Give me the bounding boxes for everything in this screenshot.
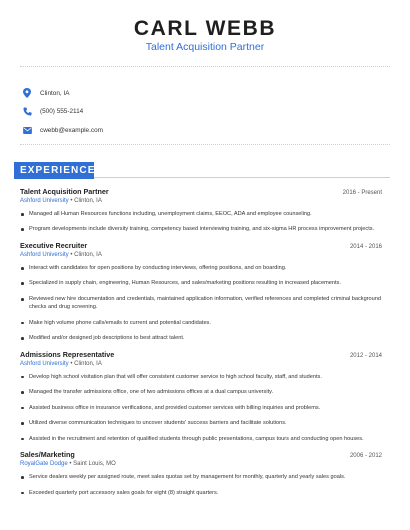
job-company: Ashford University bbox=[20, 360, 69, 367]
job-title: Admissions Representative bbox=[20, 349, 115, 359]
contact-location-text: Clinton, IA bbox=[40, 89, 70, 97]
job-entry bbox=[20, 450, 382, 497]
job-bullet: Program developments include diversity training, competency based interviewing training, and six-sigma HR process improvement projects. bbox=[20, 225, 382, 233]
location-pin-icon bbox=[22, 88, 32, 98]
header-divider bbox=[20, 66, 390, 67]
job-separator: • bbox=[70, 251, 75, 258]
job-location: Clinton, IA bbox=[74, 360, 102, 367]
job-separator: • bbox=[69, 461, 74, 468]
phone-icon bbox=[22, 107, 32, 117]
job-separator: • bbox=[70, 198, 75, 204]
job-company: RoyalGate Dodge bbox=[20, 461, 68, 468]
job-company-line bbox=[20, 198, 382, 208]
contact-phone-text: (500) 555-2114 bbox=[40, 108, 84, 116]
job-location: Clinton, IA bbox=[74, 251, 102, 258]
contact-list bbox=[22, 84, 103, 140]
candidate-title: Talent Acquisition Partner bbox=[145, 41, 265, 53]
job-bullet: Interact with candidates for open positions by conducting interviews, offering positions, and on boarding. bbox=[20, 264, 382, 272]
candidate-name: CARL WEBB bbox=[133, 17, 277, 40]
contact-email bbox=[22, 121, 103, 140]
job-company-line bbox=[20, 361, 382, 371]
job-dates: 2006 - 2012 bbox=[349, 453, 382, 460]
job-bullet: Managed all Human Resources functions including, unemployment claims, EEOC, ADA and employee counseling. bbox=[20, 210, 382, 218]
job-separator: • bbox=[70, 360, 75, 367]
job-bullet: Develop high school visitation plan that will offer consistent customer service to high school faculty, staff, and students. bbox=[20, 373, 382, 381]
job-bullet: Service dealers weekly per assigned route, meet sales quotas set by management for monthly, quarterly and yearly sales goals. bbox=[20, 473, 382, 481]
experience-list bbox=[20, 187, 382, 504]
job-bullet: Managed the transfer admissions office, one of two admissions offices at a dual campus university. bbox=[20, 388, 382, 396]
job-dates: 2012 - 2014 bbox=[349, 352, 382, 359]
job-entry bbox=[20, 241, 382, 343]
job-company: Ashford University bbox=[20, 251, 69, 258]
contact-phone bbox=[22, 103, 103, 122]
job-bullet: Modified and/or designed job descriptions to best attract talent. bbox=[20, 334, 382, 342]
job-bullet: Exceeded quarterly port accessory sales goals for eight (8) straight quarters. bbox=[20, 489, 382, 497]
contact-divider bbox=[20, 144, 390, 145]
job-location: Saint Louis, MO bbox=[73, 461, 116, 468]
job-title: Talent Acquisition Partner bbox=[20, 187, 109, 196]
job-bullet: Utilized diverse communication techniques to uncover students' success barriers and facilitate solutions. bbox=[20, 419, 382, 427]
job-dates: 2014 - 2016 bbox=[349, 243, 382, 250]
job-company-line bbox=[20, 252, 382, 262]
job-bullet: Assisted in the recruitment and retention of qualified students through public presentations, campus tours and conducting open houses. bbox=[20, 435, 382, 443]
job-entry bbox=[20, 187, 382, 234]
contact-email-text: cwebb@example.com bbox=[40, 126, 103, 134]
section-divider bbox=[94, 177, 390, 178]
job-title: Sales/Marketing bbox=[20, 450, 75, 460]
job-entry bbox=[20, 350, 382, 443]
job-bullet: Specialized in supply chain, engineering, Human Resources, and sales/marketing positions resulting in increased placements. bbox=[20, 279, 382, 287]
job-location: Clinton, IA bbox=[74, 198, 102, 204]
job-company-line bbox=[20, 461, 382, 471]
job-title: Executive Recruiter bbox=[20, 240, 88, 250]
job-dates: 2016 - Present bbox=[342, 190, 382, 196]
contact-location bbox=[22, 84, 103, 103]
job-company: Ashford University bbox=[20, 198, 69, 204]
job-bullet: Make high volume phone calls/emails to current and potential candidates. bbox=[20, 319, 382, 327]
email-icon bbox=[22, 125, 32, 135]
job-bullet: Assisted business office in insurance verifications, and provided customer services with billing inquiries and problems. bbox=[20, 404, 382, 412]
section-heading-experience: EXPERIENCE bbox=[14, 162, 94, 179]
job-bullet: Reviewed new hire documentation and credentials, maintained application information, verified references and completed criminal background checks and drug screening. bbox=[20, 295, 382, 312]
